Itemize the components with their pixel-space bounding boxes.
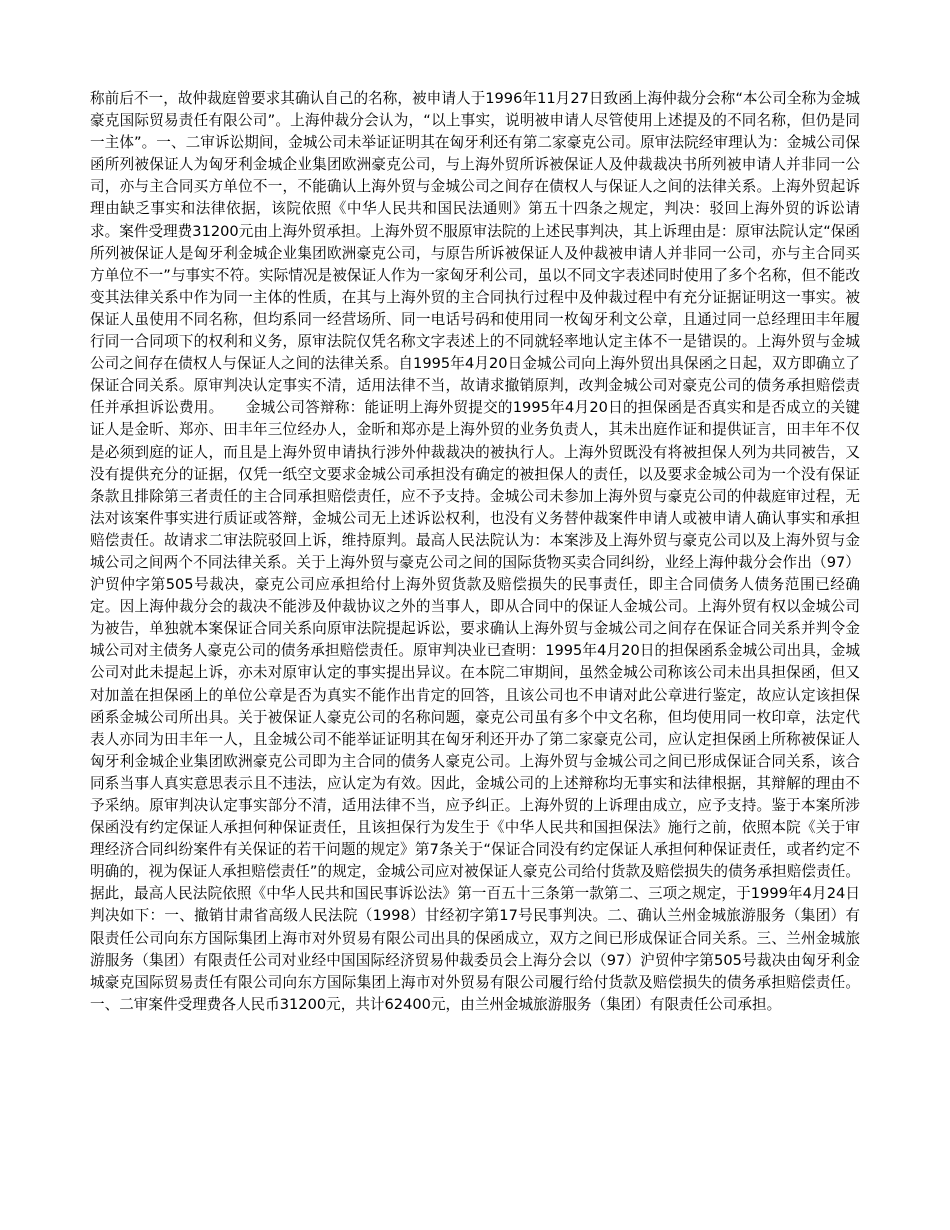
judgment-text-block <box>90 88 860 1016</box>
judgment-paragraph: 称前后不一，故仲裁庭曾要求其确认自己的名称，被申请人于1996年11月27日致函上海仲裁分会称“本公司全称为金城豪克国际贸易责任有限公司”。上海仲裁分会认为，“以上事实，说明被申请人尽管使用上述提及的不同名称，但仍是同一主体”。一、二审诉讼期间，金城公司未举证证明其在匈牙利还有第二家豪克公司。原审法院经审理认为：金城公司保函所列被保证人为匈牙利金城企业集团欧洲豪克公司，与上海外贸所诉被保证人及仲裁裁决书所列被申请人并非同一公司，亦与主合同买方单位不一，不能确认上海外贸与金城公司之间存在债权人与保证人之间的法律关系。上海外贸起诉理由缺乏事实和法律依据，该院依照《中华人民共和国民法通则》第五十四条之规定，判决：驳回上海外贸的诉讼请求。案件受理费31200元由上海外贸承担。上海外贸不服原审法院的上述民事判决，其上诉理由是：原审法院认定“保函所列被保证人是匈牙利金城企业集团欧洲豪克公司，与原告所诉被保证人及仲裁被申请人并非同一公司，亦与主合同买方单位不一”与事实不符。实际情况是被保证人作为一家匈牙利公司，虽以不同文字表述同时使用了多个名称，但不能改变其法律关系中作为同一主体的性质，在其与上海外贸的主合同执行过程中及仲裁过程中有充分证据证明这一事实。被保证人虽使用不同名称，但均系同一经营场所、同一电话号码和使用同一枚匈牙利文公章，且通过同一总经理田丰年履行同一合同项下的权利和义务，原审法院仅凭名称文字表述上的不同就轻率地认定主体不一是错误的。上海外贸与金城公司之间存在债权人与保证人之间的法律关系。自1995年4月20日金城公司向上海外贸出具保函之日起，双方即确立了保证合同关系。原审判决认定事实不清，适用法律不当，故请求撤销原判，改判金城公司对豪克公司的债务承担赔偿责任并承担诉讼费用。 金城公司答辩称：能证明上海外贸提交的1995年4月20日的担保函是否真实和是否成立的关键证人是金昕、郑亦、田丰年三位经办人，金昕和郑亦是上海外贸的业务负责人，其未出庭作证和提供证言，田丰年不仅是必须到庭的证人，而且是上海外贸申请执行涉外仲裁裁决的被执行人。上海外贸既没有将被担保人列为共同被告，又没有提供充分的证据，仅凭一纸空文要求金城公司承担没有确定的被担保人的责任，以及要求金城公司为一个没有保证条款且排除第三者责任的主合同承担赔偿责任，应不予支持。金城公司未参加上海外贸与豪克公司的仲裁庭审过程，无法对该案件事实进行质证或答辩，金城公司无上述诉讼权利，也没有义务替仲裁案件申请人或被申请人确认事实和承担赔偿责任。故请求二审法院驳回上诉，维持原判。最高人民法院认为：本案涉及上海外贸与豪克公司以及上海外贸与金城公司之间两个不同法律关系。关于上海外贸与豪克公司之间的国际货物买卖合同纠纷，业经上海仲裁分会作出（97）沪贸仲字第505号裁决，豪克公司应承担给付上海外贸货款及赔偿损失的民事责任，即主合同债务人债务范围已经确定。因上海仲裁分会的裁决不能涉及仲裁协议之外的当事人，即从合同中的保证人金城公司。上海外贸有权以金城公司为被告，单独就本案保证合同关系向原审法院提起诉讼，要求确认上海外贸与金城公司之间存在保证合同关系并判令金城公司对主债务人豪克公司的债务承担赔偿责任。原审判决业已查明：1995年4月20日的担保函系金城公司出具，金城公司对此未提起上诉，亦未对原审认定的事实提出异议。在本院二审期间，虽然金城公司称该公司未出具担保函，但又对加盖在担保函上的单位公章是否为真实不能作出肯定的回答，且该公司也不申请对此公章进行鉴定，故应认定该担保函系金城公司所出具。关于被保证人豪克公司的名称问题，豪克公司虽有多个中文名称，但均使用同一枚印章，法定代表人亦同为田丰年一人，且金城公司不能举证证明其在匈牙利还开办了第二家豪克公司，应认定担保函上所称被保证人匈牙利金城企业集团欧洲豪克公司即为主合同的债务人豪克公司。上海外贸与金城公司之间已形成保证合同关系，该合同系当事人真实意思表示且不违法，应认定为有效。因此，金城公司的上述辩称均无事实和法律根据，其辩解的理由不予采纳。原审判决认定事实部分不清，适用法律不当，应予纠正。上海外贸的上诉理由成立，应予支持。鉴于本案所涉保函没有约定保证人承担何种保证责任，且该担保行为发生于《中华人民共和国担保法》施行之前，依照本院《关于审理经济合同纠纷案件有关保证的若干问题的规定》第7条关于“保证合同没有约定保证人承担何种保证责任，或者约定不明确的，视为保证人承担赔偿责任”的规定，金城公司应对被保证人豪克公司给付货款及赔偿损失的债务承担赔偿责任。据此，最高人民法院依照《中华人民共和国民事诉讼法》第一百五十三条第一款第二、三项之规定，于1999年4月24日判决如下：一、撤销甘肃省高级人民法院（1998）甘经初字第17号民事判决。二、确认兰州金城旅游服务（集团）有限责任公司向东方国际集团上海市对外贸易有限公司出具的保函成立，双方之间已形成保证合同关系。三、兰州金城旅游服务（集团）有限责任公司对业经中国国际经济贸易仲裁委员会上海分会以（97）沪贸仲字第505号裁决由匈牙利金城豪克国际贸易责任有限公司向东方国际集团上海市对外贸易有限公司履行给付货款及赔偿损失的债务承担赔偿责任。一、二审案件受理费各人民币31200元，共计62400元，由兰州金城旅游服务（集团）有限责任公司承担。 <box>90 90 860 1013</box>
